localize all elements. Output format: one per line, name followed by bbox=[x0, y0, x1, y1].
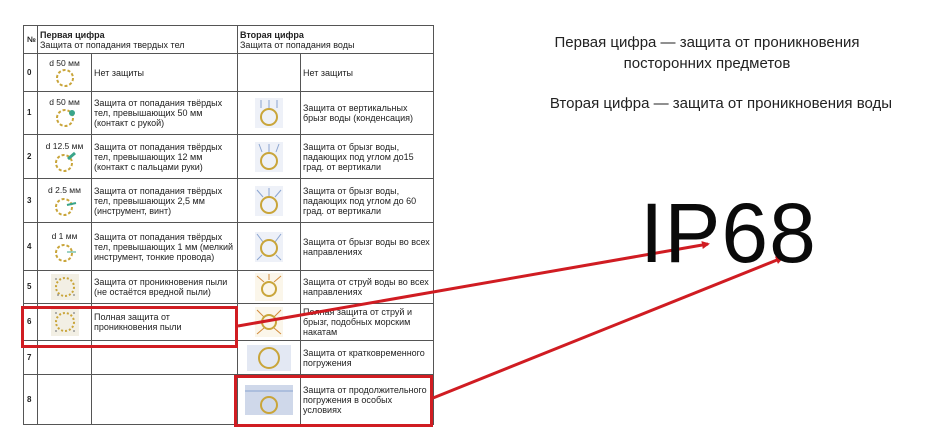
second-digit-desc: Защита от вертикальных брызг воды (конденсация) bbox=[301, 92, 434, 135]
size-label: d 12.5 мм bbox=[45, 140, 84, 151]
second-digit-desc: Защита от струй воды во всех направлениях bbox=[301, 271, 434, 304]
size-label: d 50 мм bbox=[49, 57, 80, 68]
size-label: d 2.5 мм bbox=[48, 184, 81, 195]
second-digit-desc: Защита от кратковременного погружения bbox=[301, 341, 434, 375]
first-digit-desc: Защита от попадания твёрдых тел, превышающих 2,5 мм (инструмент, винт) bbox=[92, 179, 238, 223]
first-digit-desc: Защита от проникновения пыли (не остаётся вредной пыли) bbox=[92, 271, 238, 304]
header-second-sub: Защита от попадания воды bbox=[240, 39, 355, 50]
second-digit-caption: Вторая цифра — защита от проникновения воды bbox=[549, 95, 893, 112]
second-digit-desc: Защита от брызг воды во всех направлениях bbox=[301, 223, 434, 271]
row-num: 1 bbox=[24, 92, 38, 135]
first-digit-desc: Нет защиты bbox=[92, 54, 238, 92]
first-digit-caption-line1: Первая цифра — защита от проникновения bbox=[554, 34, 860, 51]
row-num: 7 bbox=[24, 341, 38, 375]
first-digit-desc: Защита от попадания твёрдых тел, превышающих 50 мм (контакт с рукой) bbox=[92, 92, 238, 135]
second-digit-desc: Защита от продолжительного погружения в особых условиях bbox=[301, 375, 434, 425]
second-digit-desc: Защита от брызг воды, падающих под углом до15 град. от вертикали bbox=[301, 135, 434, 179]
row-num: 6 bbox=[24, 304, 38, 341]
second-digit-desc: Полная защита от струй и брызг, подобных морским накатам bbox=[301, 304, 434, 341]
header-first-sub: Защита от попадания твердых тел bbox=[40, 39, 185, 50]
header-num: № bbox=[24, 26, 38, 54]
row-num: 4 bbox=[24, 223, 38, 271]
first-digit-desc: Полная защита от проникновения пыли bbox=[92, 304, 238, 341]
ip-code: IP68 bbox=[640, 186, 817, 280]
row-num: 0 bbox=[24, 54, 38, 92]
size-label: d 1 мм bbox=[51, 230, 78, 241]
arrow-to-first-digit bbox=[238, 244, 708, 326]
size-label: d 50 мм bbox=[49, 97, 80, 107]
second-digit-desc: Нет защиты bbox=[301, 54, 434, 92]
row-num: 2 bbox=[24, 135, 38, 179]
header-first-title: Первая цифра bbox=[40, 29, 105, 40]
header-second-title: Вторая цифра bbox=[240, 29, 304, 40]
first-digit-desc: Защита от попадания твёрдых тел, превышающих 12 мм (контакт с пальцами руки) bbox=[92, 135, 238, 179]
second-digit-desc: Защита от брызг воды, падающих под углом до 60 град. от вертикали bbox=[301, 179, 434, 223]
first-digit-caption-line2: посторонних предметов bbox=[623, 55, 791, 72]
row-num: 5 bbox=[24, 271, 38, 304]
first-digit-caption bbox=[512, 34, 902, 72]
row-num: 8 bbox=[24, 375, 38, 425]
first-digit-desc: Защита от попадания твёрдых тел, превышающих 1 мм (мелкий инструмент, тонкие провода) bbox=[92, 223, 238, 271]
row-num: 3 bbox=[24, 179, 38, 223]
